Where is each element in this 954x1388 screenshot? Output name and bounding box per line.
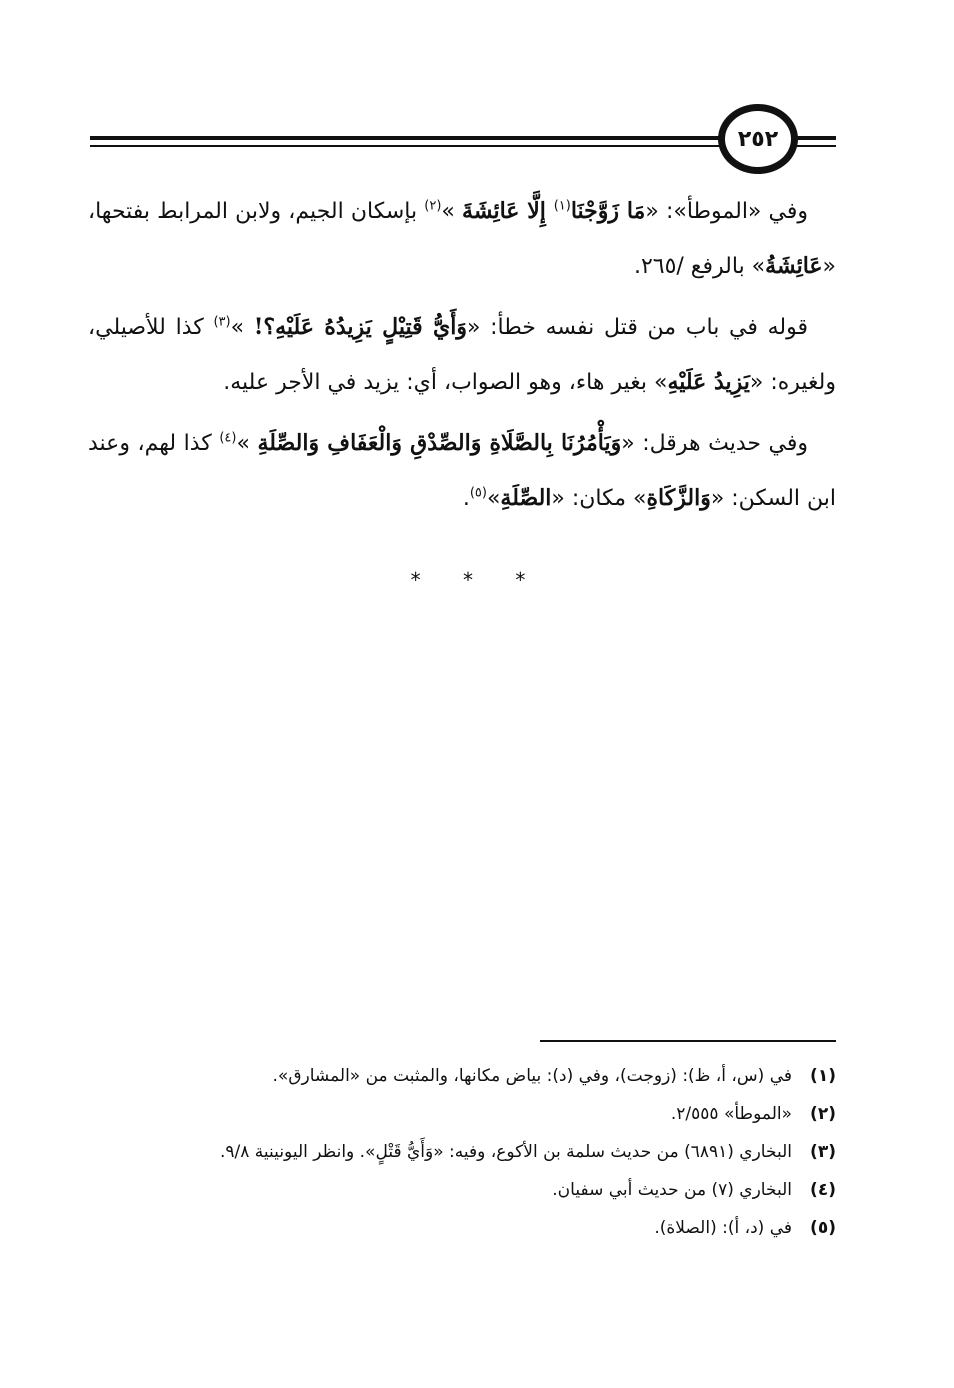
p3-quote-3: الصِّلَةِ [500,485,552,511]
p1-text-c: بإسكان الجيم، ولابن المرابط بفتحها، « [88,199,836,279]
footnote-ref-3: (٣) [213,314,231,330]
p2-text-b: » [230,315,254,340]
paragraph-3 [88,416,836,526]
footnote-number: (٥) [810,1218,836,1238]
page-number: ٢٥٢ [737,126,779,152]
footnote-number: (١) [810,1066,836,1086]
p1-text-b: » [441,199,463,224]
header-rule-thin [90,145,730,147]
p2-quote-2: يَزِيدُ عَلَيْهِ [667,369,750,395]
p2-text-d: » بغير هاء، وهو الصواب، أي: يزيد في الأجر عليه. [223,370,668,395]
page-number-badge [718,104,798,174]
header-rule-thick [90,136,730,140]
p3-text-b: » [236,431,258,456]
p2-text-c: كذا للأصيلي، ولغيره: « [88,315,836,395]
paragraph-2 [88,300,836,410]
footnote-text: في (س، أ، ظ): (زوجت)، وفي (د): بياض مكانها، والمثبت من «المشارق». [272,1066,792,1086]
footnote-rule [540,1040,836,1042]
p1-text-a: وفي «الموطأ»: « [645,199,809,224]
p3-text-d: » مكان: « [551,486,647,511]
footnote-text: البخاري (٧) من حديث أبي سفيان. [552,1180,792,1200]
paragraph-1 [88,184,836,294]
footnote [92,1134,836,1170]
footnote [92,1096,836,1132]
p3-text-a: وفي حديث هرقل: « [621,431,809,456]
main-text [88,184,836,532]
p3-text-c: كذا لهم، وعند ابن السكن: « [88,431,836,511]
footnote-number: (٣) [810,1142,836,1162]
header-rule-stub-thick [792,136,836,140]
footnote [92,1210,836,1246]
p1-quote-1: مَا زَوَّجْنَا [570,198,646,224]
footnote [92,1172,836,1208]
footnote-ref-4: (٤) [219,430,237,446]
footnotes [92,1058,836,1248]
footnote-ref-2: (٢) [424,198,442,214]
p1-text-d: » بالرفع /٢٦٥. [633,254,766,279]
footnote-text: البخاري (٦٨٩١) من حديث سلمة بن الأكوع، وفيه: «وَأَيُّ قَتْلٍ». وانظر اليونينية ٩/٨. [220,1142,792,1162]
footnote-text: في (د، أ): (الصلاة). [654,1218,792,1238]
p3-text-e: » [486,486,501,511]
p3-quote-2: وَالزَّكَاةِ [646,485,711,511]
footnote-number: (٤) [810,1180,836,1200]
p2-quote-1: وَأَيُّ قَتِيْلٍ يَزِيدُهُ عَلَيْهِ؟! [253,314,467,340]
p2-text-a: قوله في باب من قتل نفسه خطأ: « [466,315,808,340]
p1-quote-3: عَائِشَةُ [765,253,823,279]
footnote-text: «الموطأ» ٢/٥٥٥. [670,1104,792,1124]
footnote-ref-5: (٥) [469,485,487,501]
p3-quote-1: وَيَأْمُرُنَا بِالصَّلَاةِ وَالصِّدْقِ وَالْعَفَافِ وَالصِّلَةِ [257,430,622,456]
footnote-number: (٢) [810,1104,836,1124]
section-separator: * * * [410,568,544,592]
header-rule-stub-thin [792,145,836,147]
footnote [92,1058,836,1094]
p3-text-f: . [462,486,470,511]
footnote-ref-1: (١) [553,198,571,214]
p1-quote-2: إِلَّا عَائِشَةَ [462,198,554,224]
